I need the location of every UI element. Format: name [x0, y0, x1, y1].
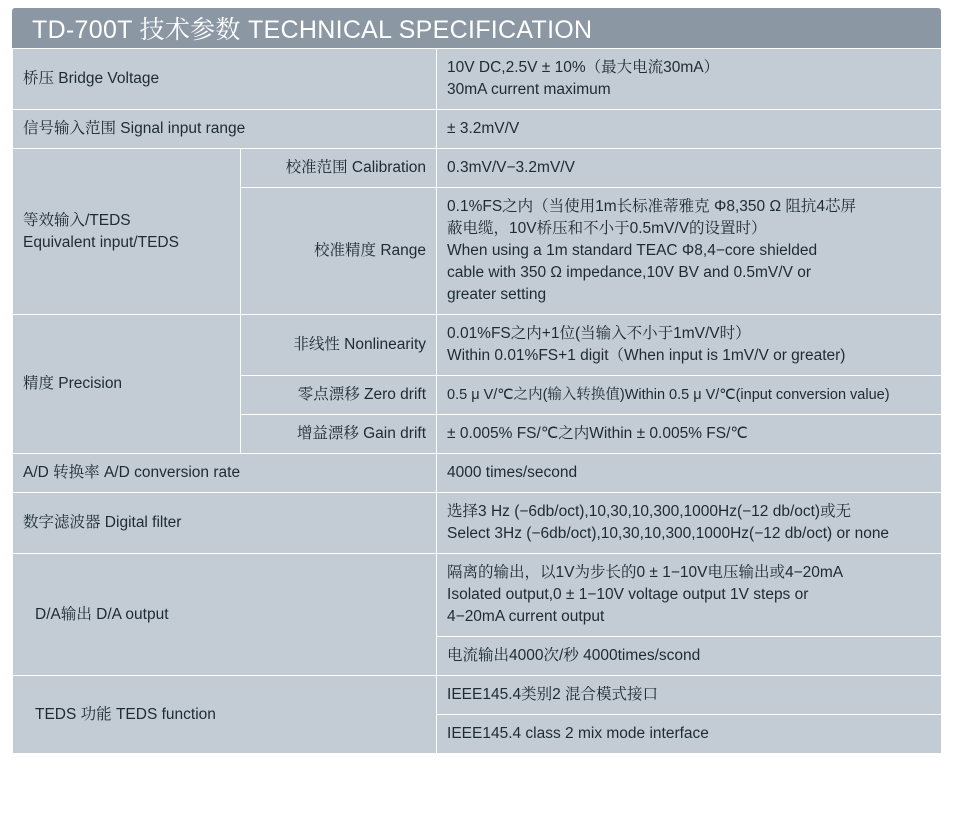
value-line: 0.1%FS之内（当使用1m长标准蒂雅克 Φ8,350 Ω 阻抗4芯屏: [447, 198, 856, 215]
table-row: [13, 315, 942, 376]
spec-title-bar: [12, 8, 941, 48]
label-line: 等效输入/TEDS: [23, 211, 131, 229]
value-line: 4000 times/second: [447, 464, 578, 481]
table-row: [13, 676, 942, 715]
value-line: 电流输出4000次/秒 4000times/scond: [447, 647, 701, 664]
value-line: 10V DC,2.5V ± 10%（最大电流30mA）: [447, 59, 720, 76]
label-line: Equivalent input/TEDS: [23, 233, 179, 251]
value-line: Select 3Hz (−6db/oct),10,30,10,300,1000Hz(−12 db/oct) or none: [447, 525, 890, 542]
row-label-signal-input-range: 信号输入范围 Signal input range: [13, 110, 437, 149]
value-line: greater setting: [447, 286, 547, 303]
sub-label-calibration-range: 校准精度 Range: [241, 188, 437, 315]
row-value-teds-function-2: [437, 715, 942, 754]
value-line: 选择3 Hz (−6db/oct),10,30,10,300,1000Hz(−12 db/oct)或无: [447, 503, 852, 520]
table-row: [13, 554, 942, 637]
row-value-teds-function-1: [437, 676, 942, 715]
table-row: [13, 493, 942, 554]
value-line: ± 0.005% FS/℃之内Within ± 0.005% FS/℃: [447, 425, 748, 442]
row-label-equivalent-input-teds: [13, 149, 241, 315]
row-label-digital-filter: 数字滤波器 Digital filter: [13, 493, 437, 554]
value-line: ± 3.2mV/V: [447, 120, 520, 137]
row-value-da-output-2: [437, 637, 942, 676]
spec-table-container: [12, 8, 941, 754]
table-row: [13, 454, 942, 493]
value-line: 蔽电缆，10V桥压和不小于0.5mV/V的设置时）: [447, 220, 767, 237]
value-line: cable with 350 Ω impedance,10V BV and 0.5mV/V or: [447, 264, 812, 281]
sub-label-nonlinearity: 非线性 Nonlinearity: [241, 315, 437, 376]
page-title: TD-700T 技术参数 TECHNICAL SPECIFICATION: [32, 16, 593, 44]
value-line: 0.01%FS之内+1位(当输入不小于1mV/V时）: [447, 325, 751, 342]
value-line: 4−20mA current output: [447, 608, 605, 625]
technical-specification-table: [12, 48, 942, 754]
row-value-calibration-range: [437, 188, 942, 315]
row-value-nonlinearity: [437, 315, 942, 376]
row-value-signal-input-range: [437, 110, 942, 149]
value-line: IEEE145.4类别2 混合模式接口: [447, 686, 659, 703]
value-line: When using a 1m standard TEAC Φ8,4−core shielded: [447, 242, 818, 259]
row-value-gain-drift: [437, 415, 942, 454]
row-value-digital-filter: [437, 493, 942, 554]
value-line: Within 0.01%FS+1 digit（When input is 1mV/V or greater): [447, 347, 846, 364]
row-label-da-output: D/A输出 D/A output: [13, 554, 437, 676]
row-value-calibration: [437, 149, 942, 188]
row-label-bridge-voltage: 桥压 Bridge Voltage: [13, 49, 437, 110]
sub-label-calibration: 校准范围 Calibration: [241, 149, 437, 188]
sub-label-gain-drift: 增益漂移 Gain drift: [241, 415, 437, 454]
value-line: Isolated output,0 ± 1−10V voltage output 1V steps or: [447, 586, 809, 603]
row-label-precision: 精度 Precision: [13, 315, 241, 454]
value-line: 0.3mV/V−3.2mV/V: [447, 159, 575, 176]
value-line: 隔离的输出，以1V为步长的0 ± 1−10V电压输出或4−20mA: [447, 564, 844, 581]
row-label-teds-function: TEDS 功能 TEDS function: [13, 676, 437, 754]
row-value-ad-conversion-rate: [437, 454, 942, 493]
value-line: IEEE145.4 class 2 mix mode interface: [447, 725, 709, 742]
value-line: 30mA current maximum: [447, 81, 611, 98]
table-row: [13, 149, 942, 188]
row-value-da-output-1: [437, 554, 942, 637]
sub-label-zero-drift: 零点漂移 Zero drift: [241, 376, 437, 415]
row-value-bridge-voltage: [437, 49, 942, 110]
table-row: [13, 49, 942, 110]
value-line: 0.5 μ V/℃之内(输入转换值)Within 0.5 μ V/℃(input conversion value): [447, 386, 890, 403]
table-row: [13, 110, 942, 149]
row-label-ad-conversion-rate: A/D 转换率 A/D conversion rate: [13, 454, 437, 493]
row-value-zero-drift: [437, 376, 942, 415]
